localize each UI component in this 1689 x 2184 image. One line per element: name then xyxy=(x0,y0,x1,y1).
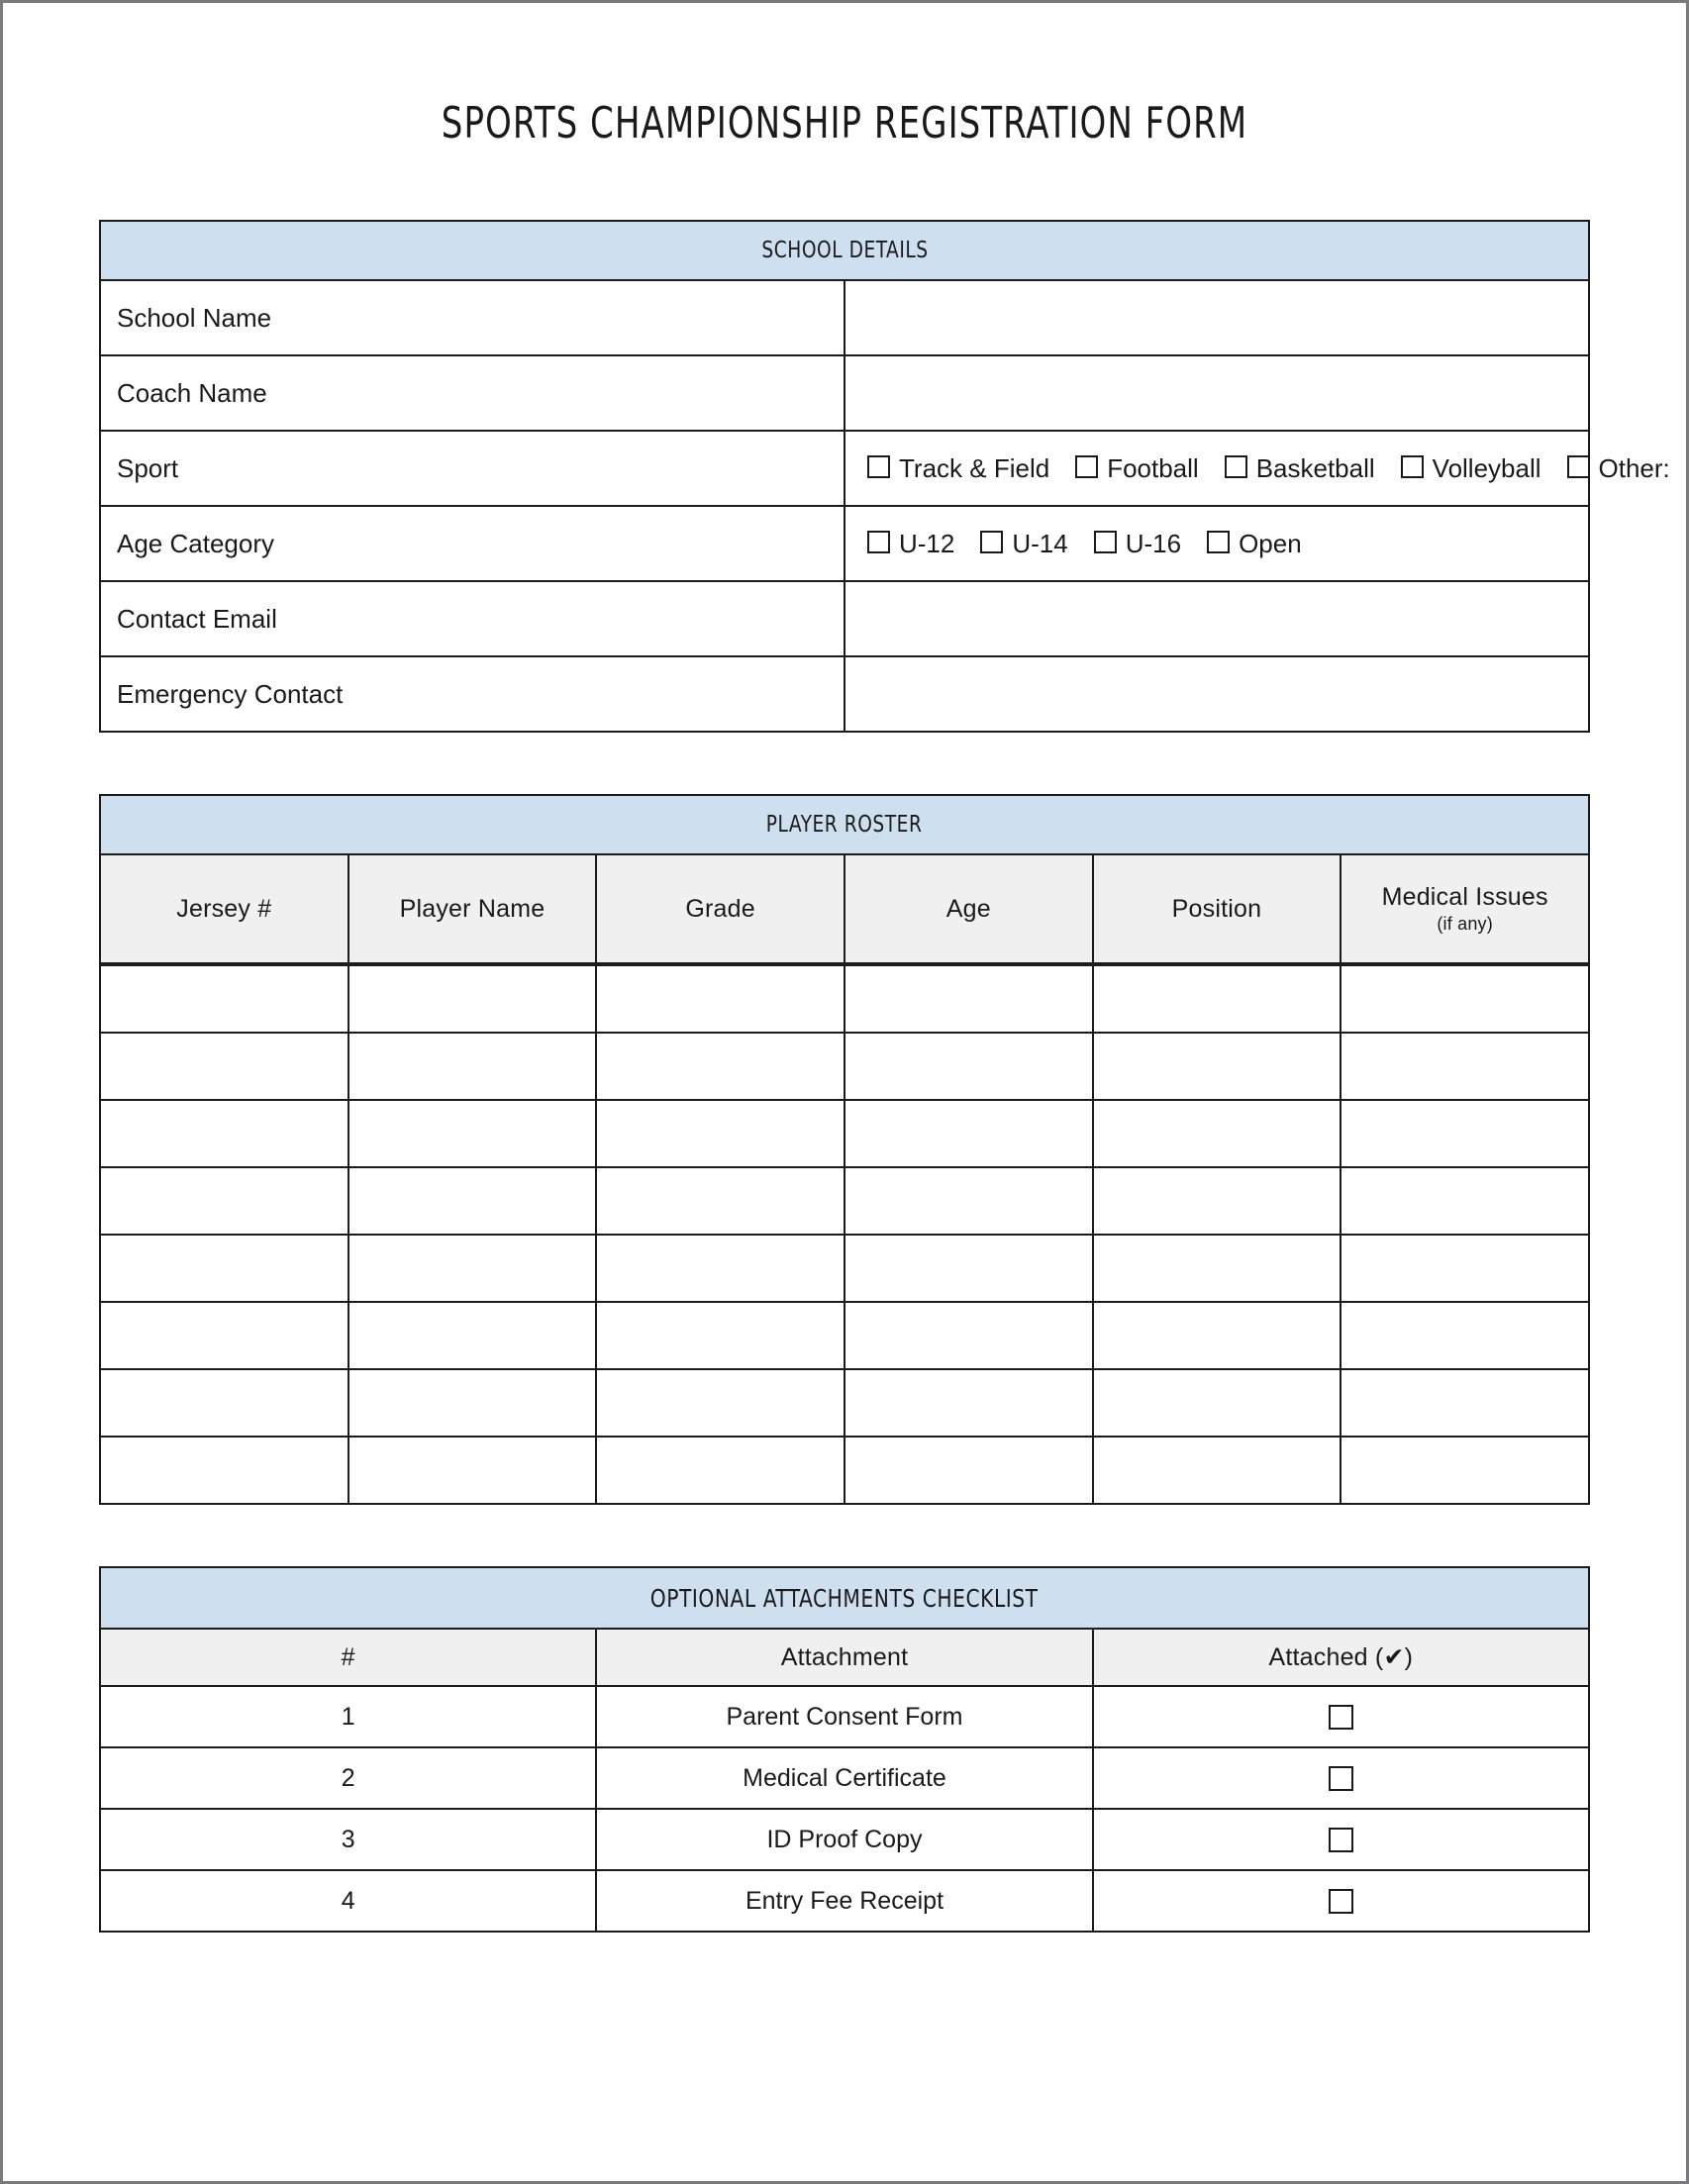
roster-cell-position[interactable] xyxy=(1093,964,1341,1033)
roster-cell-age[interactable] xyxy=(844,1100,1093,1167)
school-details-banner xyxy=(100,221,1589,280)
roster-cell-age[interactable] xyxy=(844,1167,1093,1235)
school-details-banner-text: SCHOOL DETAILS xyxy=(760,238,929,263)
field-label-school-name: School Name xyxy=(100,280,844,355)
roster-cell-jersey[interactable] xyxy=(100,1100,348,1167)
attached-suffix: ) xyxy=(1404,1643,1414,1671)
table-row xyxy=(100,1235,1589,1302)
checkbox-option-football[interactable] xyxy=(1075,453,1199,484)
field-value-school-name[interactable] xyxy=(844,280,1589,355)
school-details-row xyxy=(100,581,1589,656)
checkbox-icon[interactable] xyxy=(867,455,890,478)
checkbox-option-u-14[interactable] xyxy=(980,529,1067,559)
roster-cell-position[interactable] xyxy=(1093,1235,1341,1302)
roster-cell-grade[interactable] xyxy=(596,1369,844,1437)
attached-prefix: Attached ( xyxy=(1268,1643,1384,1671)
attachment-name-id-proof-copy: ID Proof Copy xyxy=(596,1809,1092,1870)
attachment-checkbox-cell[interactable] xyxy=(1093,1747,1589,1809)
table-row xyxy=(100,1437,1589,1504)
attachments-header-row xyxy=(100,1629,1589,1686)
column-header-number: # xyxy=(100,1629,596,1686)
school-details-table xyxy=(99,220,1670,733)
column-header-attached xyxy=(1093,1629,1589,1686)
roster-cell-medical[interactable] xyxy=(1341,1033,1589,1100)
page-sheet xyxy=(3,3,1686,2181)
checkbox-icon[interactable] xyxy=(1075,455,1098,478)
roster-cell-grade[interactable] xyxy=(596,1302,844,1369)
column-header-medical-issues xyxy=(1341,854,1589,964)
column-header-label: Age xyxy=(945,894,991,923)
table-row xyxy=(100,1033,1589,1100)
checkbox-option-u-16[interactable] xyxy=(1094,529,1181,559)
roster-cell-name[interactable] xyxy=(348,1437,597,1504)
school-details-row xyxy=(100,431,1589,506)
roster-cell-age[interactable] xyxy=(844,1437,1093,1504)
roster-cell-name[interactable] xyxy=(348,1100,597,1167)
checkbox-option-track-field[interactable] xyxy=(867,453,1049,484)
attachments-table xyxy=(99,1566,1590,1933)
roster-cell-jersey[interactable] xyxy=(100,964,348,1033)
field-value-sport xyxy=(844,431,1670,506)
field-value-contact-email[interactable] xyxy=(844,581,1589,656)
checkbox-option-label: Open xyxy=(1239,528,1302,558)
checkbox-icon[interactable] xyxy=(867,531,890,553)
roster-cell-position[interactable] xyxy=(1093,1033,1341,1100)
field-value-emergency-contact[interactable] xyxy=(844,656,1589,732)
roster-cell-medical[interactable] xyxy=(1341,1302,1589,1369)
field-label-coach-name: Coach Name xyxy=(100,355,844,431)
field-label-sport: Sport xyxy=(100,431,844,506)
roster-cell-medical[interactable] xyxy=(1341,964,1589,1033)
player-roster-banner-text: PLAYER ROSTER xyxy=(766,812,923,838)
field-value-coach-name[interactable] xyxy=(844,355,1589,431)
table-row xyxy=(100,1302,1589,1369)
attachments-banner xyxy=(100,1567,1589,1629)
roster-cell-medical[interactable] xyxy=(1341,1235,1589,1302)
checkbox-option-label: U-14 xyxy=(1012,528,1068,558)
roster-cell-medical[interactable] xyxy=(1341,1100,1589,1167)
checkbox-option-label: U-12 xyxy=(899,528,955,558)
field-label-contact-email: Contact Email xyxy=(100,581,844,656)
attachment-checkbox-cell[interactable] xyxy=(1093,1686,1589,1747)
attachment-row xyxy=(100,1747,1589,1809)
attachment-checkbox-cell[interactable] xyxy=(1093,1809,1589,1870)
roster-cell-jersey[interactable] xyxy=(100,1302,348,1369)
checkbox-option-other[interactable] xyxy=(1567,453,1670,484)
attachment-number: 2 xyxy=(100,1747,596,1809)
checkbox-icon[interactable] xyxy=(1329,1766,1353,1791)
attachment-name-parent-consent-form: Parent Consent Form xyxy=(596,1686,1092,1747)
school-details-banner-row xyxy=(100,221,1589,280)
field-value-age-category xyxy=(844,506,1589,581)
checkbox-icon[interactable] xyxy=(1225,455,1247,478)
roster-cell-grade[interactable] xyxy=(596,1033,844,1100)
roster-cell-medical[interactable] xyxy=(1341,1167,1589,1235)
checkbox-option-label: Track & Field xyxy=(899,452,1050,483)
school-details-row xyxy=(100,506,1589,581)
roster-cell-name[interactable] xyxy=(348,1167,597,1235)
column-header-attachment: Attachment xyxy=(596,1629,1092,1686)
attachments-banner-row xyxy=(100,1567,1589,1629)
attachment-name-medical-certificate: Medical Certificate xyxy=(596,1747,1092,1809)
column-header-label: Player Name xyxy=(399,894,546,923)
check-mark-icon: ✔ xyxy=(1383,1642,1405,1671)
table-row xyxy=(100,1167,1589,1235)
roster-cell-position[interactable] xyxy=(1093,1369,1341,1437)
column-header-note: (if any) xyxy=(1437,914,1493,934)
checkbox-group-sport xyxy=(867,453,1689,484)
checkbox-icon[interactable] xyxy=(1329,1889,1353,1914)
roster-cell-position[interactable] xyxy=(1093,1302,1341,1369)
roster-cell-grade[interactable] xyxy=(596,1235,844,1302)
roster-cell-position[interactable] xyxy=(1093,1437,1341,1504)
checkbox-option-label: Football xyxy=(1107,452,1199,483)
roster-cell-name[interactable] xyxy=(348,1033,597,1100)
column-header-label: Grade xyxy=(685,894,755,923)
school-details-row xyxy=(100,355,1589,431)
roster-cell-age[interactable] xyxy=(844,1033,1093,1100)
checkbox-icon[interactable] xyxy=(1567,455,1590,478)
checkbox-icon[interactable] xyxy=(1329,1705,1353,1730)
roster-cell-medical[interactable] xyxy=(1341,1369,1589,1437)
attachment-number: 4 xyxy=(100,1870,596,1932)
table-row xyxy=(100,1100,1589,1167)
checkbox-option-label: Other: xyxy=(1598,452,1670,483)
attachments-body xyxy=(100,1567,1589,1932)
roster-cell-jersey[interactable] xyxy=(100,1235,348,1302)
checkbox-option-label: U-16 xyxy=(1125,528,1182,558)
attachment-checkbox-cell[interactable] xyxy=(1093,1870,1589,1932)
attachment-row xyxy=(100,1870,1589,1932)
attachments-banner-text: OPTIONAL ATTACHMENTS CHECKLIST xyxy=(650,1583,1039,1613)
player-roster-banner-row xyxy=(100,795,1589,854)
column-header-grade xyxy=(596,854,844,964)
roster-cell-grade[interactable] xyxy=(596,1167,844,1235)
roster-cell-grade[interactable] xyxy=(596,1437,844,1504)
column-header-jersey xyxy=(100,854,348,964)
roster-cell-jersey[interactable] xyxy=(100,1167,348,1235)
column-header-age xyxy=(844,854,1093,964)
attachment-number: 1 xyxy=(100,1686,596,1747)
checkbox-option-basketball[interactable] xyxy=(1225,453,1375,484)
column-header-label: Jersey # xyxy=(176,894,272,923)
roster-cell-name[interactable] xyxy=(348,964,597,1033)
field-label-emergency-contact: Emergency Contact xyxy=(100,656,844,732)
attachment-row xyxy=(100,1686,1589,1747)
roster-cell-age[interactable] xyxy=(844,1235,1093,1302)
column-header-label: Medical Issues xyxy=(1381,883,1548,911)
player-roster-body xyxy=(100,795,1589,1504)
school-details-row xyxy=(100,280,1589,355)
roster-cell-grade[interactable] xyxy=(596,964,844,1033)
checkbox-option-open[interactable] xyxy=(1207,529,1302,559)
roster-cell-grade[interactable] xyxy=(596,1100,844,1167)
school-details-row xyxy=(100,656,1589,732)
checkbox-option-label: Volleyball xyxy=(1432,452,1541,483)
roster-cell-name[interactable] xyxy=(348,1302,597,1369)
roster-cell-age[interactable] xyxy=(844,1302,1093,1369)
attachment-row xyxy=(100,1809,1589,1870)
field-label-age-category: Age Category xyxy=(100,506,844,581)
table-row xyxy=(100,1369,1589,1437)
checkbox-group-age-category xyxy=(867,529,1328,559)
checkbox-option-u-12[interactable] xyxy=(867,529,954,559)
roster-cell-jersey[interactable] xyxy=(100,1369,348,1437)
column-header-position xyxy=(1093,854,1341,964)
checkbox-option-label: Basketball xyxy=(1255,452,1375,483)
column-header-label: Position xyxy=(1171,894,1262,923)
checkbox-option-volleyball[interactable] xyxy=(1401,453,1541,484)
page-title: SPORTS CHAMPIONSHIP REGISTRATION FORM xyxy=(441,98,1248,149)
roster-cell-age[interactable] xyxy=(844,964,1093,1033)
roster-cell-name[interactable] xyxy=(348,1369,597,1437)
attachment-number: 3 xyxy=(100,1809,596,1870)
player-roster-banner xyxy=(100,795,1589,854)
player-roster-table xyxy=(99,794,1590,1505)
roster-cell-age[interactable] xyxy=(844,1369,1093,1437)
roster-cell-position[interactable] xyxy=(1093,1100,1341,1167)
roster-cell-jersey[interactable] xyxy=(100,1033,348,1100)
roster-cell-jersey[interactable] xyxy=(100,1437,348,1504)
roster-cell-name[interactable] xyxy=(348,1235,597,1302)
table-row xyxy=(100,964,1589,1033)
column-header-player-name xyxy=(348,854,597,964)
school-details-body xyxy=(100,221,1670,732)
checkbox-icon[interactable] xyxy=(1329,1828,1353,1852)
roster-cell-position[interactable] xyxy=(1093,1167,1341,1235)
checkbox-icon[interactable] xyxy=(1401,455,1424,478)
checkbox-icon[interactable] xyxy=(1207,531,1230,553)
player-roster-header-row xyxy=(100,854,1589,964)
checkbox-icon[interactable] xyxy=(980,531,1003,553)
attachment-name-entry-fee-receipt: Entry Fee Receipt xyxy=(596,1870,1092,1932)
roster-cell-medical[interactable] xyxy=(1341,1437,1589,1504)
checkbox-icon[interactable] xyxy=(1094,531,1117,553)
